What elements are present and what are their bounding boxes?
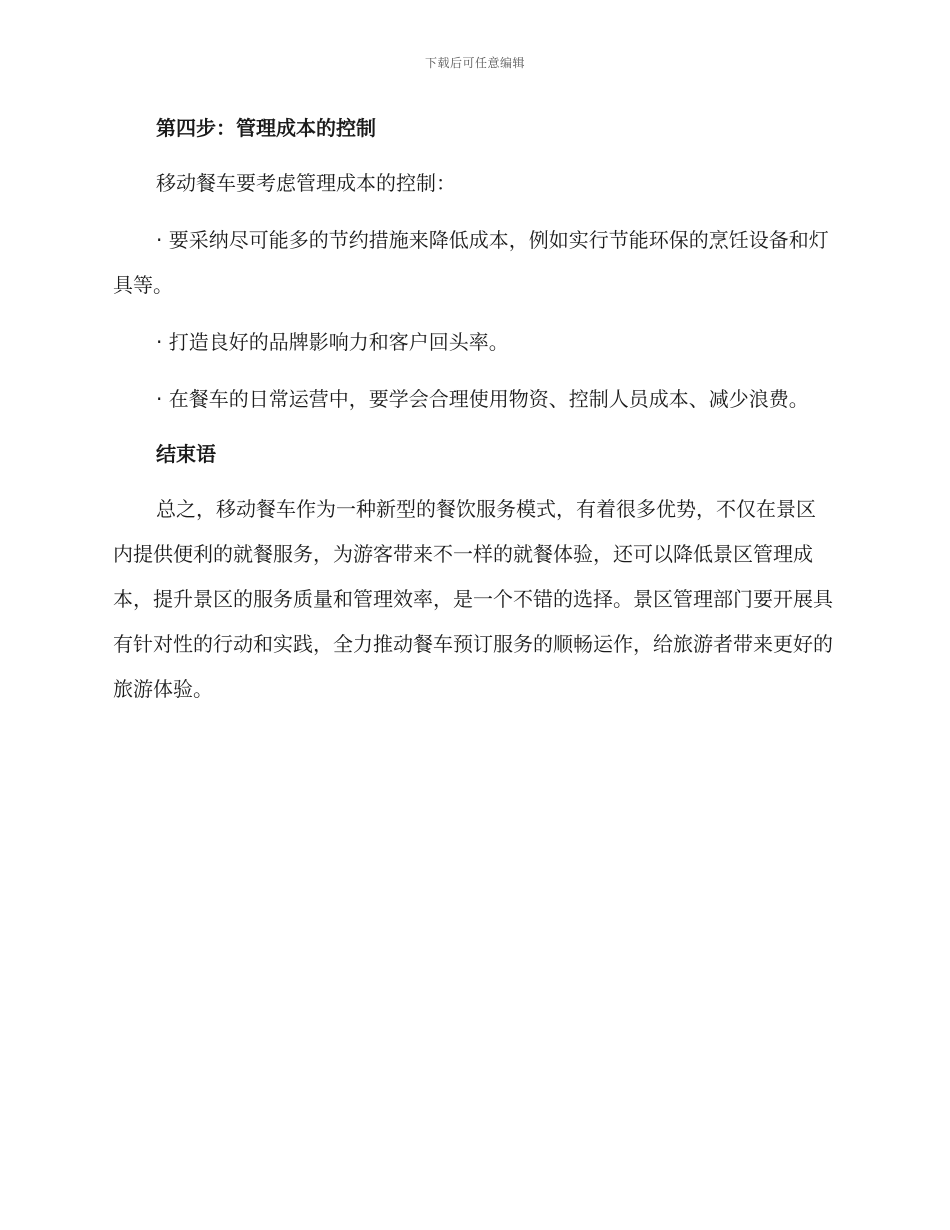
- paragraph-intro: 移动餐车要考虑管理成本的控制：: [156, 171, 456, 195]
- section-heading-cost-control: 第四步：管理成本的控制: [156, 116, 376, 140]
- paragraph-bullet-saving: · 要采纳尽可能多的节约措施来降低成本，例如实行节能环保的烹饪设备和灯具等。: [113, 228, 829, 297]
- paragraph-bullet-operation: · 在餐车的日常运营中，要学会合理使用物资、控制人员成本、减少浪费。: [156, 387, 809, 411]
- section-heading-conclusion: 结束语: [156, 442, 216, 466]
- page-header-note: 下载后可任意编辑: [424, 56, 525, 70]
- paragraph-bullet-brand: · 打造良好的品牌影响力和客户回头率。: [156, 330, 509, 354]
- document-body: [113, 108, 833, 712]
- paragraph-conclusion: 总之，移动餐车作为一种新型的餐饮服务模式，有着很多优势，不仅在景区内提供便利的就餐服务，为游客带来不一样的就餐体验，还可以降低景区管理成本，提升景区的服务质量和管理效率，是一个不错的选择。景区管理部门要开展具有针对性的行动和实践，全力推动餐车预订服务的顺畅运作，给旅游者带来更好的旅游体验。: [113, 497, 833, 701]
